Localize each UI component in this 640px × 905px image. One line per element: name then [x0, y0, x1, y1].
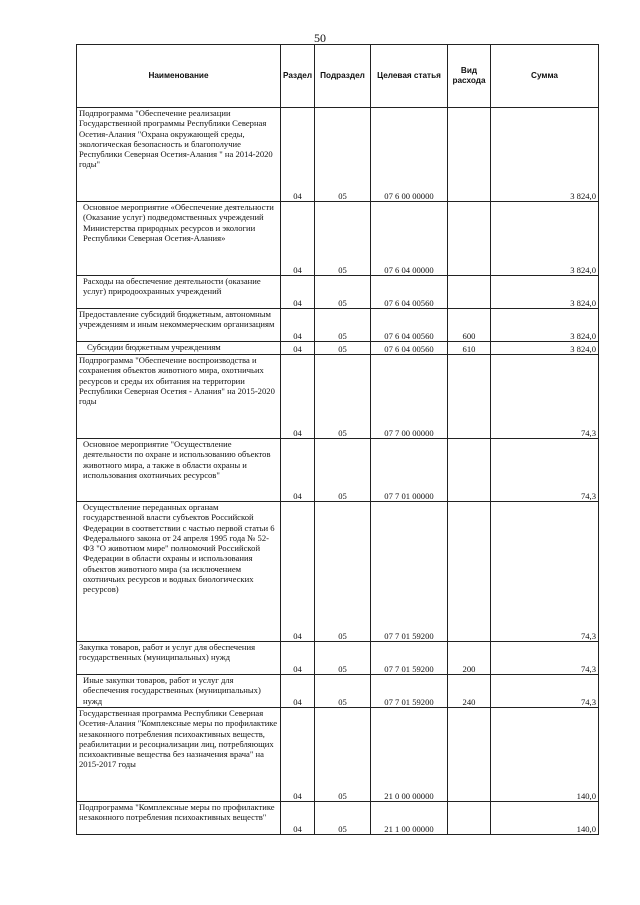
- table-row: [77, 675, 599, 708]
- table-row: [77, 108, 599, 202]
- table-row: [77, 202, 599, 276]
- row-subsection: 05: [315, 439, 371, 502]
- row-sum: 3 824,0: [491, 276, 599, 309]
- row-name: Субсидии бюджетным учреждениям: [77, 342, 281, 355]
- row-type: [448, 276, 491, 309]
- table-row: [77, 802, 599, 835]
- header-section: Раздел: [281, 45, 315, 108]
- row-sum: 140,0: [491, 802, 599, 835]
- row-name: Основное мероприятие "Осуществление деятельности по охране и использованию объектов животного мира, а также в области охраны и использования охотничьих ресурсов": [77, 439, 281, 502]
- table-row: [77, 276, 599, 309]
- header-type: Вид расхода: [448, 45, 491, 108]
- table-header-row: [77, 45, 599, 108]
- row-name: Подпрограмма "Комплексные меры по профилактике незаконного потребления психоактивных веществ": [77, 802, 281, 835]
- row-type: [448, 502, 491, 642]
- row-target: 07 7 01 59200: [371, 675, 448, 708]
- header-subsection: Подраздел: [315, 45, 371, 108]
- header-sum: Сумма: [491, 45, 599, 108]
- row-target: 21 0 00 00000: [371, 708, 448, 802]
- row-type: [448, 439, 491, 502]
- row-sum: 140,0: [491, 708, 599, 802]
- row-sum: 74,3: [491, 642, 599, 675]
- row-section: 04: [281, 309, 315, 342]
- row-type: [448, 708, 491, 802]
- page-number: 50: [314, 31, 326, 45]
- header-name: Наименование: [77, 45, 281, 108]
- row-section: 04: [281, 276, 315, 309]
- row-type: [448, 355, 491, 439]
- row-sum: 74,3: [491, 439, 599, 502]
- row-name: Предоставление субсидий бюджетным, автономным учреждениям и иным некоммерческим организациям: [77, 309, 281, 342]
- budget-table: [76, 44, 599, 835]
- row-target: 07 7 00 00000: [371, 355, 448, 439]
- row-subsection: 05: [315, 675, 371, 708]
- row-type: 200: [448, 642, 491, 675]
- row-sum: 3 824,0: [491, 309, 599, 342]
- row-subsection: 05: [315, 355, 371, 439]
- row-name: Государственная программа Республики Северная Осетия-Алания "Комплексные меры по профилактике незаконного потребления психоактивных веществ, реабилитации и ресоциализации лиц, потребляющих психоактивные вещества без назначения врача" на 2015-2017 годы: [77, 708, 281, 802]
- row-type: 240: [448, 675, 491, 708]
- row-sum: 74,3: [491, 355, 599, 439]
- row-name: Основное мероприятие «Обеспечение деятельности (Оказание услуг) подведомственных учреждений Министерства природных ресурсов и экологии Республики Северная Осетия-Алания»: [77, 202, 281, 276]
- row-sum: 74,3: [491, 675, 599, 708]
- row-section: 04: [281, 108, 315, 202]
- row-sum: 74,3: [491, 502, 599, 642]
- row-subsection: 05: [315, 276, 371, 309]
- table-row: [77, 708, 599, 802]
- row-target: 07 7 01 00000: [371, 439, 448, 502]
- row-subsection: 05: [315, 342, 371, 355]
- row-type: [448, 108, 491, 202]
- row-section: 04: [281, 708, 315, 802]
- row-name: Подпрограмма "Обеспечение реализации Государственной программы Республики Северная Осетия-Алания "Охрана окружающей среды, экологическая безопасность и благополучие Республики Северная Осетия-Алания " на 2014-2020 годы": [77, 108, 281, 202]
- row-section: 04: [281, 802, 315, 835]
- row-name: Иные закупки товаров, работ и услуг для обеспечения государственных (муниципальных) нужд: [77, 675, 281, 708]
- row-type: [448, 802, 491, 835]
- row-section: 04: [281, 202, 315, 276]
- table-row: [77, 439, 599, 502]
- row-type: 600: [448, 309, 491, 342]
- row-sum: 3 824,0: [491, 202, 599, 276]
- row-name: Закупка товаров, работ и услуг для обеспечения государственных (муниципальных) нужд: [77, 642, 281, 675]
- table-row: [77, 309, 599, 342]
- row-type: 610: [448, 342, 491, 355]
- row-name: Осуществление переданных органам государственной власти субъектов Российской Федерации в соответствии с частью первой статьи 6 Федерального закона от 24 апреля 1995 года № 52-ФЗ "О животном мире" полномочий Российской Федерации в области охраны и использования объектов животного мира (за исключением охотничьих ресурсов и водных биологических ресурсов): [77, 502, 281, 642]
- row-subsection: 05: [315, 502, 371, 642]
- table-row: [77, 342, 599, 355]
- row-section: 04: [281, 439, 315, 502]
- row-subsection: 05: [315, 309, 371, 342]
- row-subsection: 05: [315, 708, 371, 802]
- row-subsection: 05: [315, 202, 371, 276]
- row-subsection: 05: [315, 642, 371, 675]
- row-target: 07 7 01 59200: [371, 642, 448, 675]
- row-target: 07 6 04 00000: [371, 202, 448, 276]
- row-target: 07 6 04 00560: [371, 276, 448, 309]
- header-target: Целевая статья: [371, 45, 448, 108]
- row-name: Расходы на обеспечение деятельности (оказание услуг) природоохранных учреждений: [77, 276, 281, 309]
- row-sum: 3 824,0: [491, 108, 599, 202]
- row-subsection: 05: [315, 108, 371, 202]
- row-target: 07 6 00 00000: [371, 108, 448, 202]
- row-target: 07 7 01 59200: [371, 502, 448, 642]
- table-row: [77, 355, 599, 439]
- table-row: [77, 502, 599, 642]
- row-section: 04: [281, 355, 315, 439]
- row-section: 04: [281, 642, 315, 675]
- row-target: 07 6 04 00560: [371, 342, 448, 355]
- row-target: 07 6 04 00560: [371, 309, 448, 342]
- table-row: [77, 642, 599, 675]
- row-sum: 3 824,0: [491, 342, 599, 355]
- row-type: [448, 202, 491, 276]
- row-subsection: 05: [315, 802, 371, 835]
- row-section: 04: [281, 342, 315, 355]
- row-name: Подпрограмма "Обеспечение воспроизводства и сохранения объектов животного мира, охотничьих ресурсов и среды их обитания на территории Республики Северная Осетия - Алания" на 2015-2020 годы: [77, 355, 281, 439]
- row-target: 21 1 00 00000: [371, 802, 448, 835]
- row-section: 04: [281, 675, 315, 708]
- row-section: 04: [281, 502, 315, 642]
